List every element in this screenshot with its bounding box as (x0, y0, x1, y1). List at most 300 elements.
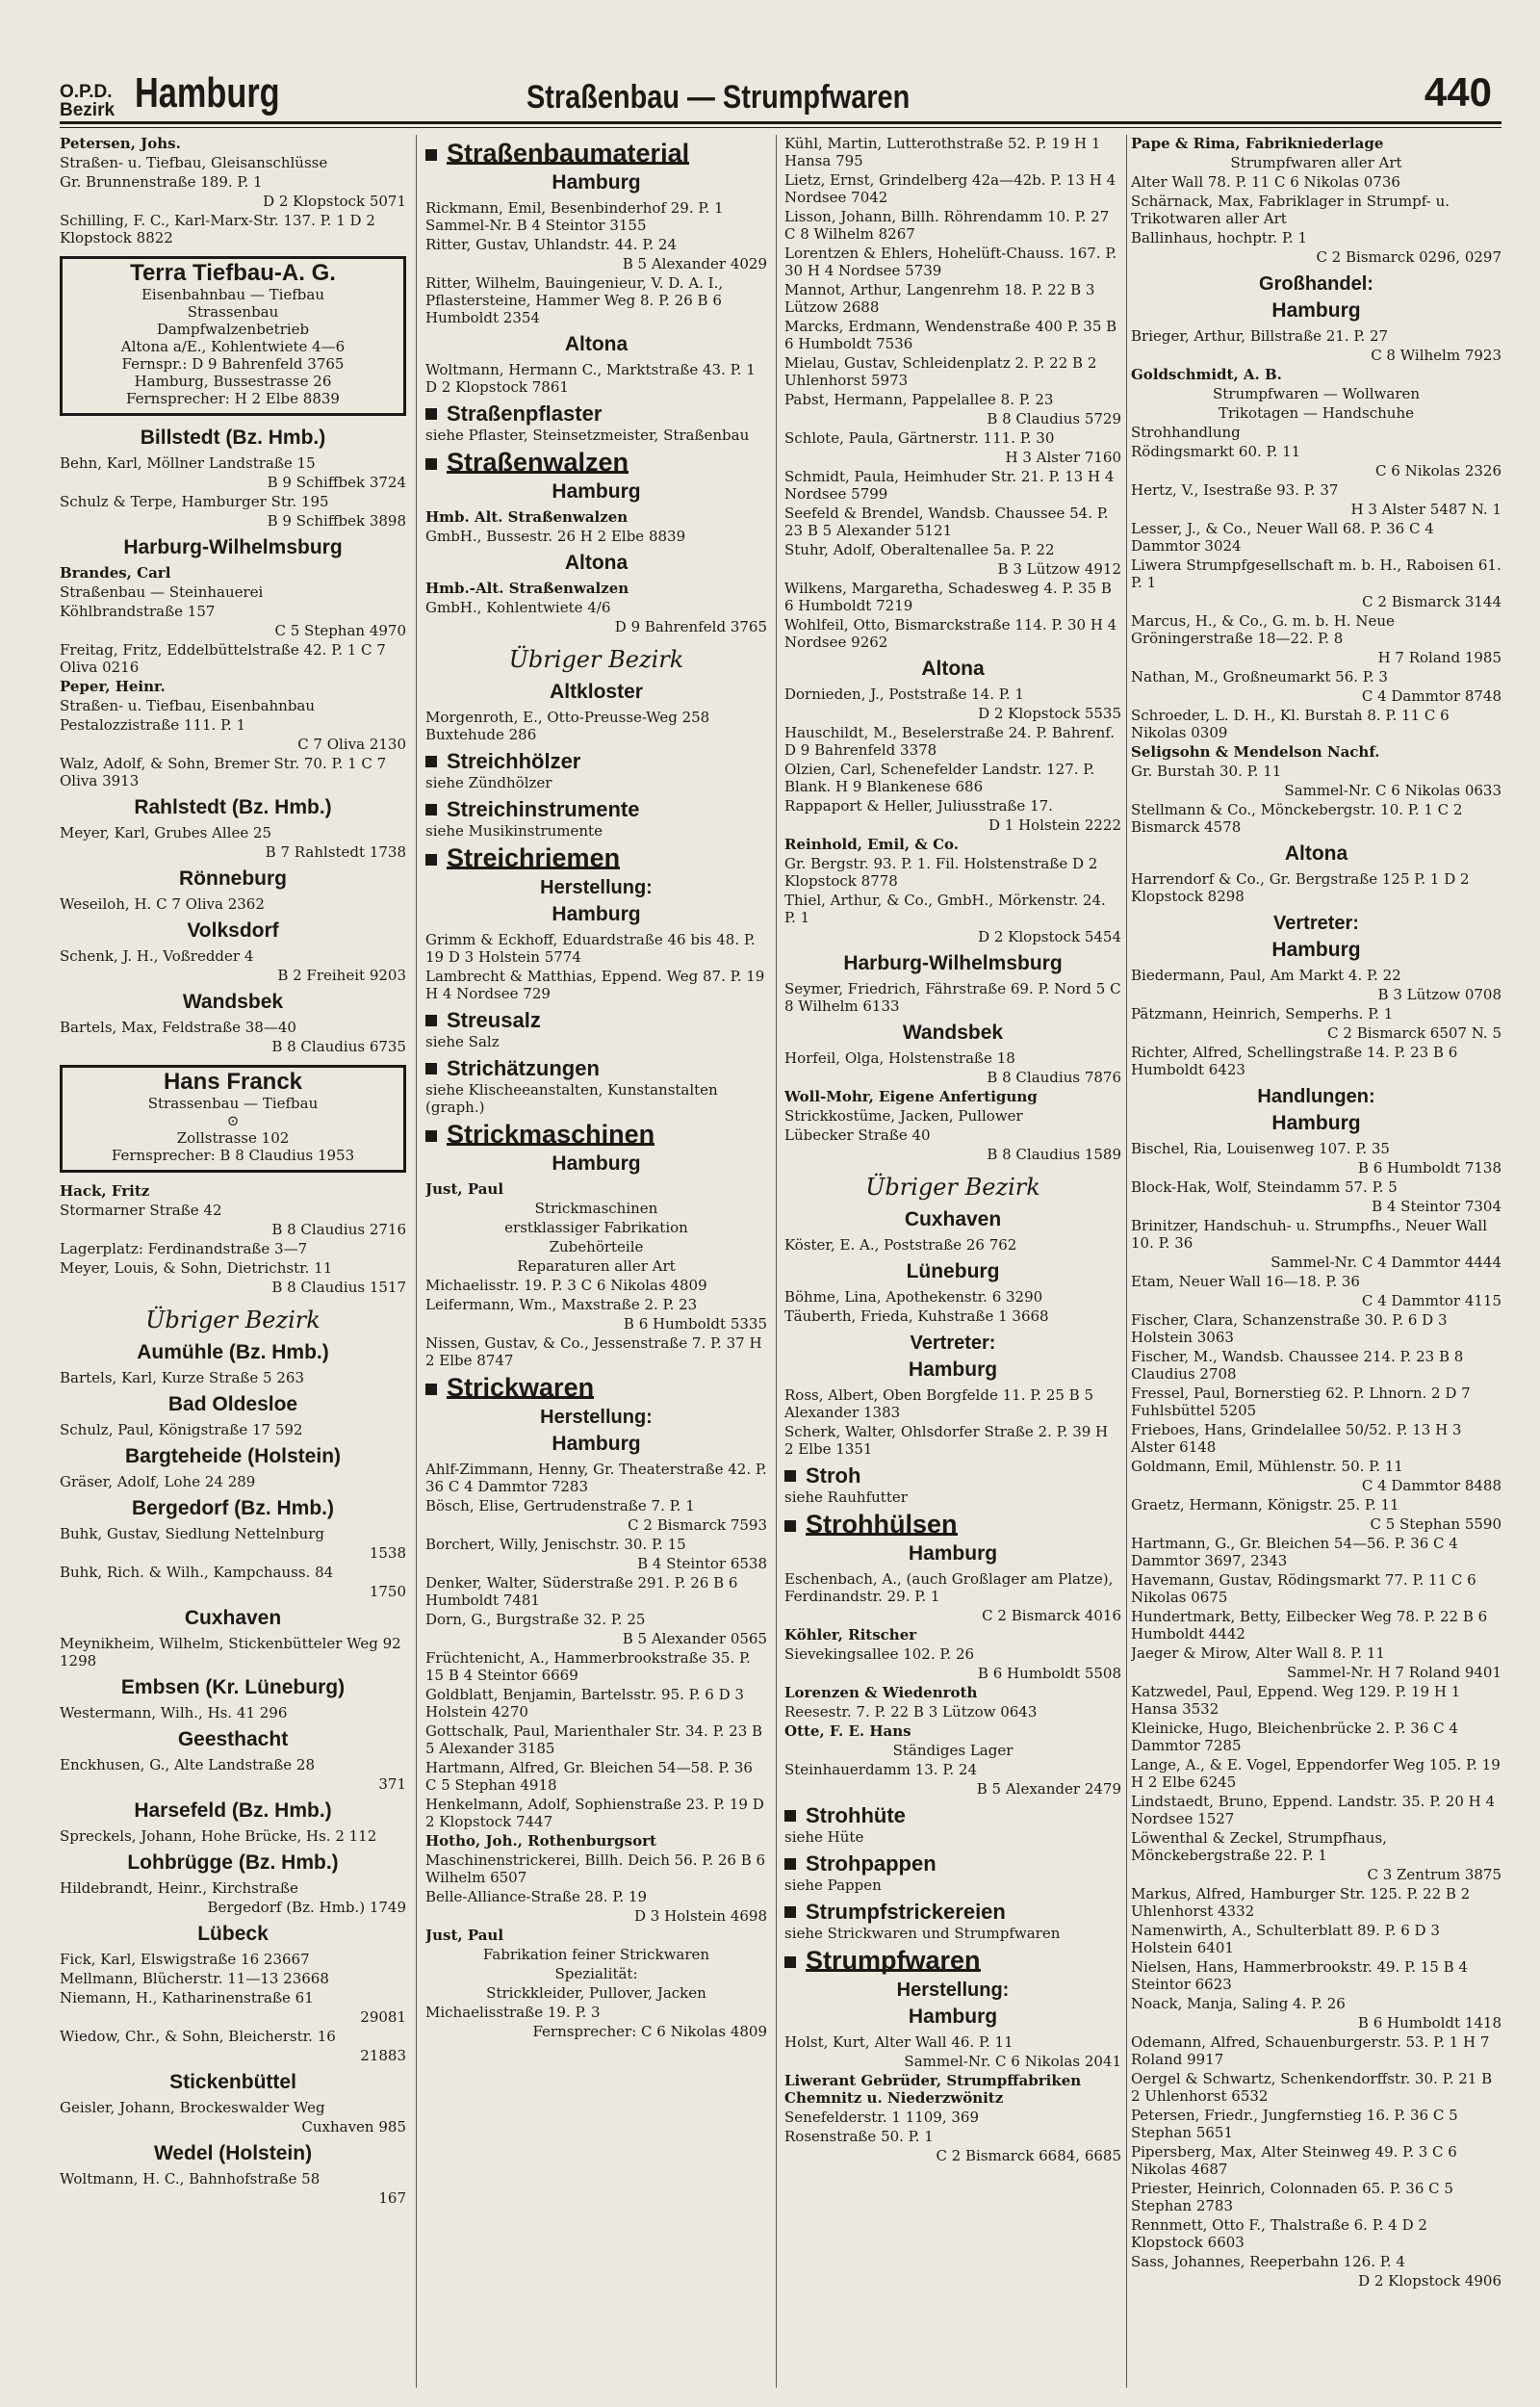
square-bullet-icon (425, 149, 437, 161)
place-heading: Hamburg (552, 171, 641, 194)
entry: B 6 Humboldt 7138 (1357, 1159, 1502, 1177)
entry: C 8 Wilhelm 7923 (1371, 347, 1502, 364)
entry: Horfeil, Olga, Holstenstraße 18 (784, 1049, 1015, 1067)
place-heading: Stickenbüttel (169, 2071, 296, 2093)
entry: Meyer, Karl, Grubes Allee 25 (60, 824, 272, 841)
entry: Pabst, Hermann, Pappelallee 8. P. 23 (784, 391, 1054, 408)
entry: Jaeger & Mirow, Alter Wall 8. P. 11 (1131, 1644, 1385, 1662)
entry: Otte, F. E. Hans (784, 1722, 911, 1740)
entry: C 4 Dammtor 8748 (1361, 687, 1502, 705)
entry: Weseiloh, H. C 7 Oliva 2362 (60, 895, 265, 913)
entry: Freitag, Fritz, Eddelbüttelstraße 42. P. 1 C 7 Oliva 0216 (60, 641, 386, 676)
entry: Seymer, Friedrich, Fährstraße 69. P. Nord 5 C 8 Wilhelm 6133 (784, 980, 1121, 1015)
entry: B 9 Schiffbek 3724 (267, 474, 406, 491)
square-bullet-icon (425, 756, 437, 767)
entry: Noack, Manja, Saling 4. P. 26 (1131, 1995, 1346, 2012)
entry: B 8 Claudius 6735 (271, 1038, 406, 1055)
entry: Schlote, Paula, Gärtnerstr. 111. P. 30 (784, 429, 1055, 447)
entry: Petersen, Johs. (60, 135, 181, 152)
place-heading: Wandsbek (902, 1022, 1004, 1044)
entry: Seefeld & Brendel, Wandsb. Chaussee 54. P. 23 B 5 Alexander 5121 (784, 505, 1109, 539)
place-heading: Hamburg (908, 1359, 998, 1381)
category-heading (784, 1851, 1121, 1876)
entry: Straßenbau — Steinhauerei (60, 583, 264, 601)
entry: Schulz & Terpe, Hamburger Str. 195 (60, 493, 329, 510)
section-subheading: Übriger Bezirk (865, 1174, 1040, 1201)
entry: C 6 Nikolas 2326 (1375, 462, 1502, 479)
entry: siehe Rauhfutter (784, 1488, 908, 1506)
entry: Buhk, Gustav, Siedlung Nettelnburg (60, 1525, 324, 1542)
place-heading: Altona (921, 658, 985, 680)
ad-line: Strassenbau — Tiefbau (147, 1095, 319, 1112)
place-heading: Cuxhaven (904, 1208, 1002, 1230)
category-title: Straßenpflaster (447, 401, 603, 426)
column-divider (1126, 135, 1127, 2388)
entry: Lübecker Straße 40 (784, 1126, 931, 1144)
entry: Fischer, M., Wandsb. Chaussee 214. P. 23 B 8 Claudius 2708 (1131, 1348, 1464, 1383)
place-heading: Rahlstedt (Bz. Hmb.) (134, 796, 332, 818)
entry: Schulz, Paul, Königstraße 17 592 (60, 1421, 303, 1438)
entry: Holst, Kurt, Alter Wall 46. P. 11 (784, 2033, 1014, 2051)
entry: Lorenzen & Wiedenroth (784, 1684, 978, 1701)
entry: GmbH., Bussestr. 26 H 2 Elbe 8839 (425, 528, 686, 545)
entry: Straßen- u. Tiefbau, Gleisanschlüsse (60, 154, 328, 171)
category-heading (425, 843, 767, 872)
square-bullet-icon (425, 1384, 437, 1395)
square-bullet-icon (784, 1906, 796, 1918)
entry: Just, Paul (425, 1180, 504, 1198)
entry: Böhme, Lina, Apothekenstr. 6 3290 (784, 1288, 1043, 1306)
entry: Niemann, H., Katharinenstraße 61 (60, 1989, 314, 2006)
place-heading: Harburg-Wilhelmsburg (123, 536, 343, 558)
entry: B 9 Schiffbek 3898 (267, 512, 406, 530)
entry: C 2 Bismarck 6507 N. 5 (1327, 1024, 1502, 1042)
entry: Steinhauerdamm 13. P. 24 (784, 1761, 978, 1778)
entry: Grimm & Eckhoff, Eduardstraße 46 bis 48. P. 19 D 3 Holstein 5774 (425, 931, 756, 966)
place-heading: Lübeck (197, 1923, 269, 1945)
entry: D 1 Holstein 2222 (988, 816, 1121, 834)
entry: Harrendorf & Co., Gr. Bergstraße 125 P. 1 D 2 Klopstock 8298 (1131, 870, 1470, 905)
entry: erstklassiger Fabrikation (504, 1219, 688, 1236)
place-heading: Aumühle (Bz. Hmb.) (137, 1341, 329, 1363)
city-title: Hamburg (135, 69, 280, 116)
category-title: Straßenwalzen (447, 448, 629, 477)
entry: Fabrikation feiner Strickwaren (482, 1946, 710, 1963)
circle-dot-icon: ⊙ (226, 1112, 240, 1129)
category-title: Straßenbaumaterial (447, 139, 690, 168)
opd-label (60, 83, 115, 119)
entry: Brinitzer, Handschuh- u. Strumpfhs., Neuer Wall 10. P. 36 (1131, 1217, 1488, 1252)
square-bullet-icon (784, 1858, 796, 1870)
place-heading: Cuxhaven (184, 1607, 282, 1629)
place-heading: Bad Oldesloe (167, 1393, 298, 1415)
entry: Bartels, Karl, Kurze Straße 5 263 (60, 1369, 305, 1386)
place-heading: Volksdorf (187, 919, 279, 942)
entry: Frieboes, Hans, Grindelallee 50/52. P. 13 H 3 Alster 6148 (1131, 1421, 1462, 1456)
entry: Priester, Heinrich, Colonnaden 65. P. 36 C 5 Stephan 2783 (1131, 2180, 1453, 2214)
entry: Mannot, Arthur, Langenrehm 18. P. 22 B 3 Lützow 2688 (784, 281, 1095, 316)
entry: Katzwedel, Paul, Eppend. Weg 129. P. 19 H 1 Hansa 3532 (1131, 1683, 1461, 1718)
entry: Etam, Neuer Wall 16—18. P. 36 (1131, 1273, 1360, 1290)
ad-box-terra (60, 256, 406, 416)
subsection-heading: Herstellung: (540, 1407, 653, 1428)
square-bullet-icon (425, 408, 437, 420)
column-2 (425, 135, 767, 2388)
entry: Fressel, Paul, Bornerstieg 62. P. Lhnorn. 2 D 7 Fuhlsbüttel 5205 (1131, 1385, 1471, 1419)
entry: Namenwirth, A., Schulterblatt 89. P. 6 D 3 Holstein 6401 (1131, 1922, 1440, 1956)
entry: Brieger, Arthur, Billstraße 21. P. 27 (1131, 327, 1389, 345)
square-bullet-icon (425, 1130, 437, 1142)
category-title: Strickwaren (447, 1373, 595, 1402)
entry: C 7 Oliva 2130 (297, 736, 406, 753)
ad-line: Fernsprecher: B 8 Claudius 1953 (111, 1147, 355, 1164)
entry: Pätzmann, Heinrich, Semperhs. P. 1 (1131, 1005, 1394, 1022)
entry: B 5 Alexander 0565 (622, 1630, 767, 1647)
entry: siehe Pappen (784, 1876, 882, 1894)
entry: Fick, Karl, Elswigstraße 16 23667 (60, 1951, 310, 1968)
entry: Hotho, Joh., Rothenburgsort (425, 1832, 656, 1850)
ad-line: Zollstrasse 102 (176, 1129, 290, 1147)
subsection-heading: Herstellung: (540, 877, 653, 898)
entry: Senefelderstr. 1 1109, 369 (784, 2109, 980, 2126)
entry: Rödingsmarkt 60. P. 11 (1131, 443, 1301, 460)
entry: C 2 Bismarck 0296, 0297 (1316, 248, 1502, 266)
entry: Lambrecht & Matthias, Eppend. Weg 87. P. 19 H 4 Nordsee 729 (425, 968, 765, 1002)
entry: Lagerplatz: Ferdinandstraße 3—7 (60, 1240, 308, 1257)
entry: Ahlf-Zimmann, Henny, Gr. Theaterstraße 42. P. 36 C 4 Dammtor 7283 (425, 1461, 767, 1495)
entry: Behn, Karl, Möllner Landstraße 15 (60, 454, 316, 472)
entry: D 2 Klopstock 4906 (1358, 2272, 1502, 2290)
entry: Stuhr, Adolf, Oberaltenallee 5a. P. 22 (784, 541, 1055, 558)
entry: Enckhusen, G., Alte Landstraße 28 (60, 1756, 316, 1773)
entry: Schenk, J. H., Voßredder 4 (60, 947, 254, 965)
entry: B 6 Humboldt 5508 (977, 1665, 1121, 1682)
entry: Stormarner Straße 42 (60, 1202, 222, 1219)
place-heading: Embsen (Kr. Lüneburg) (120, 1676, 346, 1698)
square-bullet-icon (425, 1015, 437, 1026)
entry: Sammel-Nr. C 6 Nikolas 2041 (904, 2053, 1121, 2070)
entry: Spezialität: (554, 1965, 638, 1982)
entry: B 6 Humboldt 1418 (1357, 2014, 1502, 2032)
entry: Schmidt, Paula, Heimhuder Str. 21. P. 13 H 4 Nordsee 5799 (784, 468, 1115, 503)
entry: D 2 Klopstock 5535 (978, 705, 1121, 722)
entry: Spreckels, Johann, Hohe Brücke, Hs. 2 112 (60, 1827, 377, 1845)
entry: 1538 (369, 1544, 406, 1562)
section-subheading: Übriger Bezirk (508, 646, 684, 673)
square-bullet-icon (784, 1470, 796, 1482)
place-heading: Hamburg (1271, 299, 1361, 322)
entry: C 3 Zentrum 3875 (1367, 1866, 1502, 1883)
subsection-heading: Handlungen: (1257, 1086, 1375, 1107)
subsection-heading: Vertreter: (910, 1333, 996, 1354)
place-heading: Hamburg (908, 2006, 998, 2028)
entry: Dornieden, J., Poststraße 14. P. 1 (784, 686, 1024, 703)
entry: C 5 Stephan 4970 (274, 622, 406, 639)
entry: siehe Musikinstrumente (425, 822, 603, 840)
entry: Goldschmidt, A. B. (1131, 366, 1282, 383)
entry: B 5 Alexander 4029 (622, 255, 767, 272)
entry: Fischer, Clara, Schanzenstraße 30. P. 6 D 3 Holstein 3063 (1131, 1311, 1448, 1346)
entry: 371 (378, 1775, 406, 1793)
entry: Ballinhaus, hochptr. P. 1 (1131, 229, 1308, 246)
square-bullet-icon (425, 854, 437, 866)
square-bullet-icon (425, 458, 437, 470)
entry: 1750 (369, 1583, 406, 1600)
ad-box-franck (60, 1065, 406, 1173)
entry: Hmb.-Alt. Straßenwalzen (425, 580, 629, 597)
ad-line: Fernspr.: D 9 Bahrenfeld 3765 (121, 355, 345, 373)
entry: Zubehörteile (549, 1238, 644, 1255)
entry: H 3 Alster 5487 N. 1 (1350, 501, 1502, 518)
entry: Hauschildt, M., Beselerstraße 24. P. Bahrenf. D 9 Bahrenfeld 3378 (784, 724, 1116, 759)
entry: Reparaturen aller Art (517, 1257, 676, 1275)
page-header (60, 69, 1502, 123)
entry: Denker, Walter, Süderstraße 291. P. 26 B 6 Humboldt 7481 (425, 1574, 738, 1609)
entry: siehe Hüte (784, 1828, 864, 1846)
entry: Hundertmark, Betty, Eilbecker Weg 78. P. 22 B 6 Humboldt 4442 (1131, 1608, 1488, 1643)
place-heading: Hamburg (908, 1542, 998, 1565)
category-heading (784, 1463, 1121, 1488)
ad-title: Terra Tiefbau-A. G. (130, 260, 336, 286)
place-heading: Bargteheide (Holstein) (124, 1445, 342, 1467)
category-heading (784, 1900, 1121, 1924)
entry: Rennmett, Otto F., Thalstraße 6. P. 4 D 2 Klopstock 6603 (1131, 2216, 1427, 2251)
entry: Bischel, Ria, Louisenweg 107. P. 35 (1131, 1140, 1390, 1157)
entry: B 8 Claudius 5729 (987, 410, 1121, 427)
entry: Ritter, Gustav, Uhlandstr. 44. P. 24 (425, 236, 678, 253)
entry: Walz, Adolf, & Sohn, Bremer Str. 70. P. 1 C 7 Oliva 3913 (60, 755, 387, 789)
entry: Gottschalk, Paul, Marienthaler Str. 34. P. 23 B 5 Alexander 3185 (425, 1722, 763, 1757)
category-title: Streusalz (447, 1008, 541, 1032)
entry: Markus, Alfred, Hamburger Str. 125. P. 22 B 2 Uhlenhorst 4332 (1131, 1885, 1471, 1920)
category-title: Strichätzungen (447, 1056, 600, 1080)
entry: Strohhandlung (1131, 424, 1241, 441)
entry: Straßen- u. Tiefbau, Eisenbahnbau (60, 697, 316, 714)
category-heading (784, 1946, 1121, 1975)
entry: Goldmann, Emil, Mühlenstr. 50. P. 11 (1131, 1458, 1403, 1475)
entry: B 4 Steintor 6538 (637, 1555, 767, 1572)
entry: Pipersberg, Max, Alter Steinweg 49. P. 3 C 6 Nikolas 4687 (1131, 2143, 1457, 2178)
place-heading: Wedel (Holstein) (153, 2142, 313, 2164)
entry: Wohlfeil, Otto, Bismarckstraße 114. P. 30 H 4 Nordsee 9262 (784, 616, 1117, 651)
entry: Ross, Albert, Oben Borgfelde 11. P. 25 B 5 Alexander 1383 (784, 1386, 1094, 1421)
entry: Petersen, Friedr., Jungfernstieg 16. P. 36 C 5 Stephan 5651 (1131, 2107, 1458, 2141)
entry: Pape & Rima, Fabrikniederlage (1131, 135, 1384, 152)
category-title: Streichriemen (447, 843, 621, 872)
entry: Oergel & Schwartz, Schenkendorffstr. 30. P. 21 B 2 Uhlenhorst 6532 (1131, 2070, 1493, 2105)
place-heading: Billstedt (Bz. Hmb.) (140, 427, 326, 449)
place-heading: Harburg-Wilhelmsburg (843, 952, 1063, 974)
entry: Lange, A., & E. Vogel, Eppendorfer Weg 105. P. 19 H 2 Elbe 6245 (1131, 1756, 1501, 1791)
entry: Mellmann, Blücherstr. 11—13 23668 (60, 1970, 329, 1987)
entry: Belle-Alliance-Straße 28. P. 19 (425, 1888, 647, 1905)
entry: Köhler, Ritscher (784, 1626, 917, 1643)
entry: Hertz, V., Isestraße 93. P. 37 (1131, 481, 1339, 499)
header-rule-thin (60, 127, 1502, 128)
entry: Reinhold, Emil, & Co. (784, 836, 959, 853)
entry: D 2 Klopstock 5071 (263, 193, 406, 210)
entry: Köhlbrandstraße 157 (60, 603, 216, 620)
entry: Ritter, Wilhelm, Bauingenieur, V. D. A. I., Pflastersteine, Hammer Weg 8. P. 26 B 6 Humboldt 2354 (425, 274, 724, 326)
entry: siehe Pflaster, Steinsetzmeister, Straßenbau (425, 427, 750, 444)
place-heading: Altona (564, 552, 629, 574)
entry: Lesser, J., & Co., Neuer Wall 68. P. 36 C 4 Dammtor 3024 (1131, 520, 1434, 555)
column-divider (776, 135, 777, 2388)
entry: C 2 Bismarck 4016 (982, 1607, 1121, 1624)
entry: Marcus, H., & Co., G. m. b. H. Neue Gröningerstraße 18—22. P. 8 (1131, 612, 1395, 647)
square-bullet-icon (784, 1520, 796, 1532)
entry: H 7 Roland 1985 (1377, 649, 1502, 666)
category-heading (425, 1120, 767, 1149)
entry: Sass, Johannes, Reeperbahn 126. P. 4 (1131, 2253, 1405, 2270)
entry: siehe Salz (425, 1033, 500, 1050)
entry: B 8 Claudius 7876 (987, 1069, 1121, 1086)
subsection-heading: Herstellung: (896, 1980, 1010, 2001)
entry: Nathan, M., Großneumarkt 56. P. 3 (1131, 668, 1388, 686)
place-heading: Hamburg (552, 1152, 641, 1175)
category-title: Streichhölzer (447, 749, 581, 773)
bezirk-text: Bezirk (60, 100, 116, 120)
entry: Meyer, Louis, & Sohn, Dietrichstr. 11 (60, 1259, 333, 1277)
square-bullet-icon (784, 1956, 796, 1968)
category-heading (425, 1056, 767, 1080)
category-heading (425, 1008, 767, 1032)
column-3 (784, 135, 1121, 2388)
entry: Sievekingsallee 102. P. 26 (784, 1645, 975, 1663)
entry: B 8 Claudius 2716 (271, 1221, 406, 1238)
entry: Strickkostüme, Jacken, Pullower (784, 1107, 1023, 1125)
entry: D 9 Bahrenfeld 3765 (614, 618, 767, 635)
entry: Michaelisstr. 19. P. 3 C 6 Nikolas 4809 (425, 1277, 707, 1294)
ad-title: Hans Franck (163, 1069, 303, 1095)
entry: Alter Wall 78. P. 11 C 6 Nikolas 0736 (1131, 173, 1400, 191)
entry: Wilkens, Margaretha, Schadesweg 4. P. 35 B 6 Humboldt 7219 (784, 580, 1112, 614)
entry: Sammel-Nr. C 4 Dammtor 4444 (1270, 1254, 1502, 1271)
place-heading: Wandsbek (182, 991, 284, 1013)
square-bullet-icon (425, 804, 437, 815)
column-divider (416, 135, 417, 2388)
place-heading: Rönneburg (179, 867, 287, 890)
entry: H 3 Alster 7160 (1005, 449, 1121, 466)
place-heading: Lüneburg (906, 1260, 1000, 1282)
entry: Peper, Heinr. (60, 678, 166, 695)
place-heading: Hamburg (552, 480, 641, 503)
entry: Schroeder, L. D. H., Kl. Burstah 8. P. 11 C 6 Nikolas 0309 (1131, 707, 1450, 741)
entry: Löwenthal & Zeckel, Strumpfhaus, Mönckebergstraße 22. P. 1 (1131, 1829, 1387, 1864)
square-bullet-icon (425, 1063, 437, 1074)
entry: C 2 Bismarck 3144 (1362, 593, 1502, 610)
place-heading: Hamburg (1271, 939, 1361, 961)
entry: Sammel-Nr. H 7 Roland 9401 (1286, 1664, 1502, 1681)
place-heading: Altona (564, 333, 629, 355)
entry: Lindstaedt, Bruno, Eppend. Landstr. 35. P. 20 H 4 Nordsee 1527 (1131, 1793, 1496, 1827)
entry: Gräser, Adolf, Lohe 24 289 (60, 1473, 256, 1490)
entry: Strumpfwaren aller Art (1230, 154, 1402, 171)
entry: Graetz, Hermann, Königstr. 25. P. 11 (1131, 1496, 1399, 1514)
entry: B 2 Freiheit 9203 (277, 967, 406, 984)
entry: Strickmaschinen (534, 1200, 658, 1217)
entry: Schilling, F. C., Karl-Marx-Str. 137. P. 1 D 2 Klopstock 8822 (60, 212, 375, 246)
ad-line: Fernsprecher: H 2 Elbe 8839 (126, 390, 340, 407)
entry: Michaelisstraße 19. P. 3 (425, 2004, 601, 2021)
opd-text: O.P.D. (60, 82, 113, 102)
entry: Richter, Alfred, Schellingstraße 14. P. 23 B 6 Humboldt 6423 (1131, 1044, 1458, 1078)
entry: Rickmann, Emil, Besenbinderhof 29. P. 1 Sammel-Nr. B 4 Steintor 3155 (425, 199, 724, 234)
entry: C 4 Dammtor 4115 (1361, 1292, 1502, 1309)
entry: Buhk, Rich. & Wilh., Kampchauss. 84 (60, 1564, 334, 1581)
entry: Fernsprecher: C 6 Nikolas 4809 (532, 2023, 767, 2040)
entry: 21883 (360, 2047, 406, 2064)
entry: Hartmann, Alfred, Gr. Bleichen 54—58. P. 36 C 5 Stephan 4918 (425, 1759, 753, 1794)
entry: Just, Paul (425, 1927, 504, 1944)
entry: D 3 Holstein 4698 (633, 1907, 767, 1925)
category-heading (425, 139, 767, 168)
entry: Scherk, Walter, Ohlsdorfer Straße 2. P. 39 H 2 Elbe 1351 (784, 1423, 1109, 1458)
category-title: Strohpappen (806, 1851, 937, 1876)
entry: B 8 Claudius 1589 (987, 1146, 1121, 1163)
entry: Geisler, Johann, Brockeswalder Weg (60, 2099, 325, 2116)
category-title: Stroh (806, 1463, 861, 1488)
entry: Täuberth, Frieda, Kuhstraße 1 3668 (784, 1307, 1049, 1325)
category-heading (425, 749, 767, 773)
entry: Henkelmann, Adolf, Sophienstraße 23. P. 19 D 2 Klopstock 7447 (425, 1796, 764, 1830)
entry: Woll-Mohr, Eigene Anfertigung (784, 1088, 1038, 1105)
category-title: Strumpfstrickereien (806, 1900, 1006, 1924)
entry: Sammel-Nr. C 6 Nikolas 0633 (1284, 782, 1502, 799)
entry: Westermann, Wilh., Hs. 41 296 (60, 1704, 288, 1721)
entry: Bösch, Elise, Gertrudenstraße 7. P. 1 (425, 1497, 695, 1514)
entry: Biedermann, Paul, Am Markt 4. P. 22 (1131, 967, 1401, 984)
entry: C 5 Stephan 5590 (1370, 1515, 1502, 1533)
entry: Mielau, Gustav, Schleidenplatz 2. P. 22 B 2 Uhlenhorst 5973 (784, 354, 1097, 389)
entry: Hartmann, G., Gr. Bleichen 54—56. P. 36 C 4 Dammtor 3697, 2343 (1131, 1535, 1458, 1569)
entry: C 4 Dammtor 8488 (1361, 1477, 1502, 1494)
entry: siehe Strickwaren und Strumpfwaren (784, 1925, 1061, 1942)
entry: Leifermann, Wm., Maxstraße 2. P. 23 (425, 1296, 698, 1313)
entry: Nielsen, Hans, Hammerbrookstr. 49. P. 15 B 4 Steintor 6623 (1131, 1958, 1468, 1993)
entry: Hack, Fritz (60, 1182, 150, 1200)
entry: Lorentzen & Ehlers, Hohelüft-Chauss. 167. P. 30 H 4 Nordsee 5739 (784, 245, 1117, 279)
page-title: Straßenbau — Strumpfwaren (526, 79, 911, 116)
entry: Hildebrandt, Heinr., Kirchstraße (60, 1879, 298, 1897)
entry: Reesestr. 7. P. 22 B 3 Lützow 0643 (784, 1703, 1038, 1721)
entry: Woltmann, Hermann C., Marktstraße 43. P. 1 D 2 Klopstock 7861 (425, 361, 756, 396)
entry: Goldblatt, Benjamin, Bartelsstr. 95. P. 6 D 3 Holstein 4270 (425, 1686, 744, 1721)
subsection-heading: Großhandel: (1259, 273, 1373, 295)
entry: Block-Hak, Wolf, Steindamm 57. P. 5 (1131, 1178, 1398, 1196)
entry: Lietz, Ernst, Grindelberg 42a—42b. P. 13 H 4 Nordsee 7042 (784, 171, 1116, 206)
entry: siehe Klischeeanstalten, Kunstanstalten (graph.) (425, 1081, 718, 1116)
category-heading (425, 1373, 767, 1402)
entry: Thiel, Arthur, & Co., GmbH., Mörkenstr. 24. P. 1 (784, 892, 1106, 926)
entry: Seligsohn & Mendelson Nachf. (1131, 743, 1380, 761)
entry: Cuxhaven 985 (301, 2118, 406, 2135)
entry: Maschinenstrickerei, Billh. Deich 56. P. 26 B 6 Wilhelm 6507 (425, 1851, 766, 1886)
column-4 (1131, 135, 1502, 2388)
entry: Havemann, Gustav, Rödingsmarkt 77. P. 11 C 6 Nikolas 0675 (1131, 1571, 1476, 1606)
entry: Hmb. Alt. Straßenwalzen (425, 508, 629, 526)
entry: Marcks, Erdmann, Wendenstraße 400 P. 35 B 6 Humboldt 7536 (784, 318, 1117, 352)
entry: Gr. Bergstr. 93. P. 1. Fil. Holstenstraße D 2 Klopstock 8778 (784, 855, 1098, 890)
entry: Meynikheim, Wilhelm, Stickenbütteler Weg 92 1298 (60, 1635, 401, 1669)
category-heading (425, 797, 767, 821)
place-heading: Bergedorf (Bz. Hmb.) (132, 1497, 334, 1519)
entry: B 4 Steintor 7304 (1372, 1198, 1502, 1215)
entry: Rosenstraße 50. P. 1 (784, 2128, 934, 2145)
entry: D 2 Klopstock 5454 (978, 928, 1121, 945)
entry: Köster, E. A., Poststraße 26 762 (784, 1236, 1017, 1254)
category-title: Streichinstrumente (447, 797, 640, 821)
